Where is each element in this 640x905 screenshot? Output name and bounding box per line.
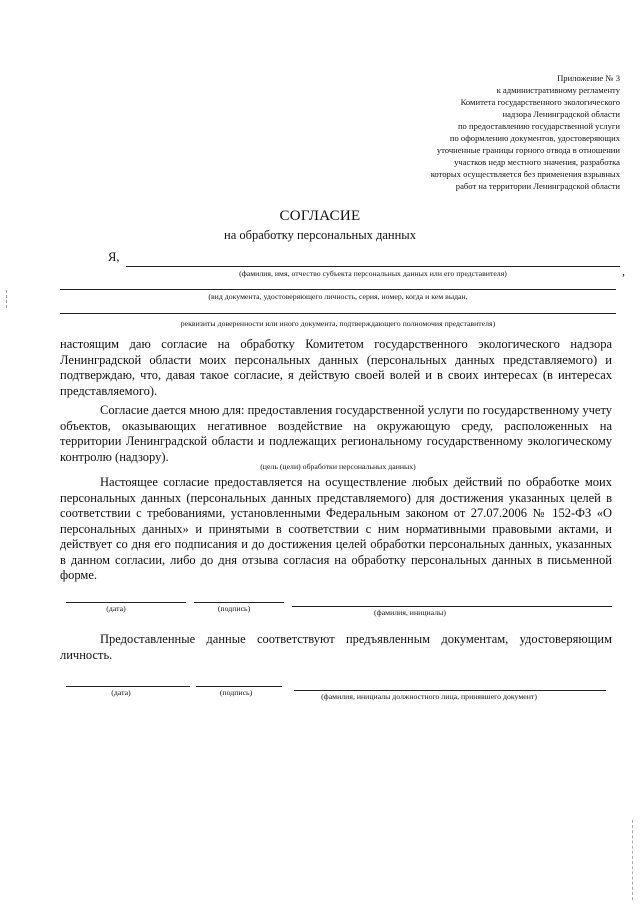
caption-purpose: (цель (цели) обработки персональных данных) — [260, 462, 416, 471]
name-fill-line — [126, 266, 620, 267]
caption-signature-1: (подпись) — [217, 604, 251, 613]
appendix-line: по предоставлению государственной услуги — [457, 121, 620, 131]
appendix-line: Комитета государственного экологического — [460, 97, 620, 107]
signature-line-1 — [194, 602, 284, 603]
caption-name-1: (фамилия, инициалы) — [374, 608, 446, 617]
appendix-header — [360, 72, 620, 192]
document-subtitle: на обработку персональных данных — [224, 228, 416, 242]
appendix-line: надзора Ленинградской области — [502, 109, 620, 119]
scope-paragraph: Настоящее согласие предоставляется на осуществление любых действий по обработке моих персональных данных (персональных данных представляемого) для достижения указанных целей в соответствии с требованиями, установленными Федеральным законом от 27.07.2006 № 152-ФЗ «О персональных данных» и принятыми в соответствии с ним нормативными правовыми актами, и действует со дня его подписания и до достижения целей обработки персональных данных, указанных в данном согласии, либо до дня отзыва согласия на обработку персональных данных в письменной форме. — [60, 475, 612, 582]
appendix-line: по оформлению документов, удостоверяющих — [449, 133, 620, 143]
purpose-paragraph: Согласие дается мною для: предоставления государственной услуги по государственному учету объектов, оказывающих негативное воздействие на окружающую среду, расположенных на территории Ленинградской области и подлежащих региональному государственному экологическому контролю (надзору). — [60, 403, 612, 464]
consent-paragraph: настоящим даю согласие на обработку Комитетом государственного экологического надзора Ленинградской области моих персональных данных (персональных данных представляемого) и подтверждаю, что, давая такое согласие, я действую своей волей и в своих интересах (в интересах представляемого). — [60, 337, 612, 398]
caption-requisites: реквизиты доверенности или иного документа, подтверждающего полномочия представителя) — [180, 319, 496, 328]
name-line-2 — [294, 690, 606, 691]
date-line-1 — [66, 602, 186, 603]
subject-comma: , — [622, 264, 625, 278]
caption-subject-name: (фамилия, имя, отчество субъекта персональных данных или его представителя) — [239, 269, 507, 278]
document-title: СОГЛАСИЕ — [279, 208, 361, 224]
subject-prefix: Я, — [108, 250, 120, 264]
appendix-line: к административному регламенту — [496, 85, 620, 95]
date-line-2 — [66, 686, 190, 687]
appendix-line: которых осуществляется без применения взрывных — [430, 169, 620, 179]
requisites-fill-line — [60, 313, 616, 314]
appendix-line: уточненные границы горного отвода в отношении — [436, 145, 620, 155]
caption-signature-2: (подпись) — [219, 688, 253, 697]
caption-date-2: (дата) — [111, 688, 131, 697]
appendix-line: Приложение № 3 — [557, 73, 620, 83]
caption-date-1: (дата) — [106, 604, 126, 613]
verification-paragraph: Предоставленные данные соответствуют предъявленным документам, удостоверяющим личность. — [60, 632, 612, 662]
caption-identity-document: (вид документа, удостоверяющего личность, серия, номер, когда и кем выдан, — [208, 292, 468, 301]
signature-line-2 — [196, 686, 282, 687]
caption-name-2: (фамилия, инициалы должностного лица, принявшего документ) — [321, 692, 537, 701]
document-fill-line — [60, 289, 616, 290]
scan-edge-mark — [632, 820, 634, 900]
appendix-line: работ на территории Ленинградской области — [455, 181, 620, 191]
appendix-line: участков недр местного значения, разработка — [454, 157, 620, 167]
name-line-1 — [292, 606, 612, 607]
scan-margin-mark — [6, 290, 8, 308]
